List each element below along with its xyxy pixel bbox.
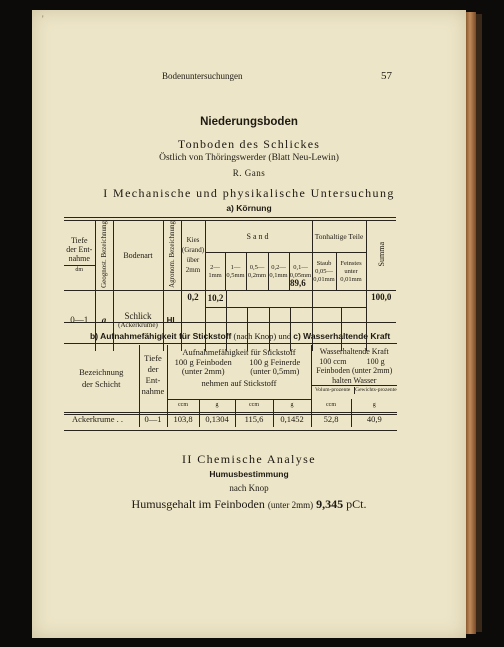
humus-method: nach Knop xyxy=(229,483,269,493)
col-summa xyxy=(366,221,396,290)
col-tiefe2-label: Tiefe der Ent-nahme xyxy=(141,353,165,396)
sand-col-5: 0,1—0,05mm xyxy=(289,253,312,291)
sand-col-1: 2—1mm xyxy=(205,253,225,291)
col-tiefe-label: Tiefe der Ent-nahme xyxy=(66,235,93,263)
location: Östlich von Thöringswerder (Blatt Neu-Lewin) xyxy=(159,153,339,163)
table2-bottom-rule xyxy=(64,430,397,431)
sand-col-2: 1—0,5mm xyxy=(225,253,246,291)
vol-label: Volum-prozente xyxy=(314,387,351,393)
author: R. Gans xyxy=(232,168,266,178)
table-row-bodenart xyxy=(113,290,163,351)
soil-type: Tonboden des Schlickes xyxy=(177,137,321,151)
wasser-g: 100 g xyxy=(366,356,385,366)
feinstes-col: Feinstes unter 0,01mm xyxy=(336,253,366,291)
table-row-geognost: a xyxy=(95,290,113,351)
sand-subrule xyxy=(206,307,312,308)
nehmen-label: nehmen auf Stickstoff xyxy=(201,377,277,388)
table1-top-rule xyxy=(64,217,396,218)
row-dots: . . xyxy=(116,414,123,424)
humus-value: 9,345 xyxy=(316,497,344,511)
unit-3: ccm xyxy=(235,399,273,412)
col-summa-label: Summa xyxy=(376,242,386,267)
sand-col-3: 0,5—0,2mm xyxy=(246,253,268,291)
ton-subrule xyxy=(313,307,366,308)
page-mark: ' xyxy=(42,14,44,24)
unit-1: ccm xyxy=(167,399,199,412)
wasser-ccm: 100 ccm xyxy=(319,356,347,366)
wasser-fein: Feinboden (unter 2mm) xyxy=(316,366,393,375)
col-wasser xyxy=(311,345,397,399)
erde-100-sub: (unter 0,5mm) xyxy=(250,366,300,376)
row-v5: 52,8 xyxy=(311,412,351,427)
col-bezeichnung xyxy=(64,345,139,412)
humus-unit: pCt. xyxy=(346,497,367,511)
sand-div-1 xyxy=(226,291,227,351)
subsection-b: b) Aufnahmefähigkeit für Stickstoff xyxy=(90,331,232,341)
fein-100-label: 100 g Feinboden xyxy=(174,356,232,367)
table-row-summa xyxy=(366,290,396,351)
humus-paren: (unter 2mm) xyxy=(267,500,314,510)
table1-bottom-rule xyxy=(64,322,396,323)
table-row-sand xyxy=(205,290,312,351)
table-row-agronom: HL xyxy=(163,290,181,351)
page-edge xyxy=(466,12,476,634)
table-row-kies xyxy=(181,290,205,351)
col-aufnahme xyxy=(167,345,311,399)
row-v1: 103,8 xyxy=(167,412,199,427)
page-number: 57 xyxy=(381,70,392,82)
wasser-title: Wasserhaltende Kraft xyxy=(319,347,389,356)
summa-value: 100,0 xyxy=(371,291,392,302)
col-bodenart: Bodenart xyxy=(113,221,163,290)
fein-100 xyxy=(168,358,240,377)
bodenart-value: Schlick xyxy=(124,310,152,321)
tonhaltige-total: 89,6 xyxy=(290,278,306,288)
staub-col: Staub 0,05—0,01mm xyxy=(312,253,336,291)
row-tiefe: 0—1 xyxy=(139,412,167,427)
col-tiefe xyxy=(64,221,95,290)
row-name-text: Ackerkrume xyxy=(72,414,115,424)
col-kies: Kies (Grand) über 2mm xyxy=(181,221,205,290)
humus-text: Humusgehalt im Feinboden xyxy=(131,497,265,511)
heading: Niederungsboden xyxy=(200,116,298,128)
col-tiefe-unit: dm xyxy=(64,265,95,275)
col-tonhaltige: Tonhaltige Teile xyxy=(312,221,366,253)
unit-5: ccm xyxy=(311,399,351,412)
aufnahme-title: Aufnahmefähigkeit für Stickstoff xyxy=(182,347,296,357)
table2-row-rule xyxy=(64,414,397,415)
fein-100-sub: (unter 2mm) xyxy=(181,366,225,376)
kies-value: 0,2 xyxy=(187,291,199,302)
row-v3: 115,6 xyxy=(235,412,273,427)
spacer xyxy=(64,345,397,346)
row-v6: 40,9 xyxy=(351,412,397,427)
sand-col-4: 0,2—0,1mm xyxy=(268,253,289,291)
subsection-and: und xyxy=(278,331,292,341)
table2-top-rule xyxy=(64,343,397,344)
subsection-b-method: (nach Knop) xyxy=(233,331,277,341)
section1-title: I Mechanische und physikalische Untersuchung xyxy=(103,186,395,200)
humus-heading: Humusbestimmung xyxy=(209,469,289,479)
table-row-tonhaltige xyxy=(312,290,366,351)
unit-2: g xyxy=(199,399,235,412)
unit-6: g xyxy=(351,399,397,412)
humus-line xyxy=(32,497,466,512)
table-row-tiefe: 0—1 xyxy=(70,315,89,326)
subsection-c: c) Wasserhaltende Kraft xyxy=(293,331,391,341)
gew-label: Gewichts-prozente xyxy=(355,387,397,393)
running-title: Bodenuntersuchungen xyxy=(162,71,243,81)
col-sand: Sand xyxy=(205,221,312,253)
unit-4: g xyxy=(273,399,311,412)
col-geognost-label: Geognost. Bezeichnung xyxy=(100,221,108,288)
col-bezeichnung-label: Bezeichnung der Schicht xyxy=(79,367,124,390)
col-tiefe2 xyxy=(139,345,167,412)
subsection-bc xyxy=(90,331,390,341)
col-geognost xyxy=(95,221,113,290)
bodenart-sub: (Ackerkrume) xyxy=(118,320,158,329)
col-agronom-label: Agronom. Bezeichnung xyxy=(168,221,176,288)
erde-100 xyxy=(239,358,311,377)
section2-title: II Chemische Analyse xyxy=(182,452,316,466)
book-spine xyxy=(476,14,482,632)
row-v4: 0,1452 xyxy=(273,412,311,427)
wasser-halten: halten Wasser xyxy=(332,375,377,385)
erde-100-label: 100 g Feinerde xyxy=(249,356,301,367)
subsection-a: a) Körnung xyxy=(226,203,272,213)
col-agronom xyxy=(163,221,181,290)
sand-total-value: 10,2 xyxy=(207,292,224,303)
row-v2: 0,1304 xyxy=(199,412,235,427)
